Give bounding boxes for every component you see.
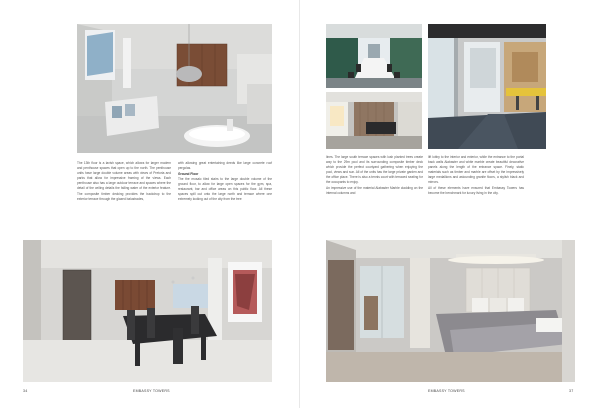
lounge-photo bbox=[77, 24, 272, 153]
left-text-column-2 bbox=[178, 161, 272, 202]
right-body-text-2: An impressive use of the material Alabaster Marble cladding on the internal columns and bbox=[326, 185, 423, 195]
left-page-number: 34 bbox=[23, 389, 28, 393]
reception-photo bbox=[326, 92, 422, 149]
dining-photo bbox=[23, 240, 272, 382]
boardroom-photo bbox=[326, 24, 422, 88]
left-subheading: Ground Floor bbox=[178, 171, 199, 176]
left-body-text-1: The 13th floor is a lavish space, which allows for larger modern and penthouse spaces that open up to the north. The penthouse units have large double volume areas with views of Pretoria and parks that allow for impressive framing of the views. Each penthouse also has a large outdoor terrace and spaces where the detail of the ceiling details the falling water of the exterior feature. The composite timber decking provides the backdrop to the exterior terrace through the glazed balustrades, bbox=[77, 161, 171, 201]
right-footer-title: EMBASSY TOWERS bbox=[428, 389, 465, 393]
right-page-number: 37 bbox=[569, 389, 574, 393]
right-page bbox=[300, 0, 600, 408]
right-text-column-2 bbox=[428, 155, 524, 196]
office-photo bbox=[428, 24, 546, 149]
right-body-text-3: lift lobby to the interior and exterior, while the entrance to the portal back walls Alabaster and white marble create beautiful decorative panels along the length of the entrance space. Finely, static materials such as timber and marble are offset by the impressively large medallions and astounding granite floors, a stylish black and mirrors. bbox=[428, 155, 524, 185]
left-body-text-2: with allowing great entertaining deeds like large concrete roof pergolas. bbox=[178, 161, 272, 171]
left-footer-title: EMBASSY TOWERS bbox=[133, 389, 170, 393]
left-text-column-1 bbox=[77, 161, 171, 202]
right-body-text-1: lines. The large south terrace spaces with lush planted trees create way to the 29m pool and its surrounding composite timber deck which provide the perfect courtyard gathering when enjoying the pool, views and sun. All of the units has the large private garden and the office place. There is also a tennis court with terraced seating for the occupants to enjoy. bbox=[326, 155, 423, 185]
left-body-text-3: The the mosaic tiled stairs to the large double volume of the ground floor, to allow for large open spaces for the gym, spa, restaurant, bar and office areas on this public floor. All these spaces spill out onto the large north and terrace where one extremely looking out of the city from the tree bbox=[178, 176, 272, 202]
right-body-text-4: All of these elements have ensured that Embassy Towers has become the benchmark for luxury living in the city. bbox=[428, 185, 524, 195]
bedroom-photo bbox=[326, 240, 575, 382]
right-text-column-1 bbox=[326, 155, 423, 196]
